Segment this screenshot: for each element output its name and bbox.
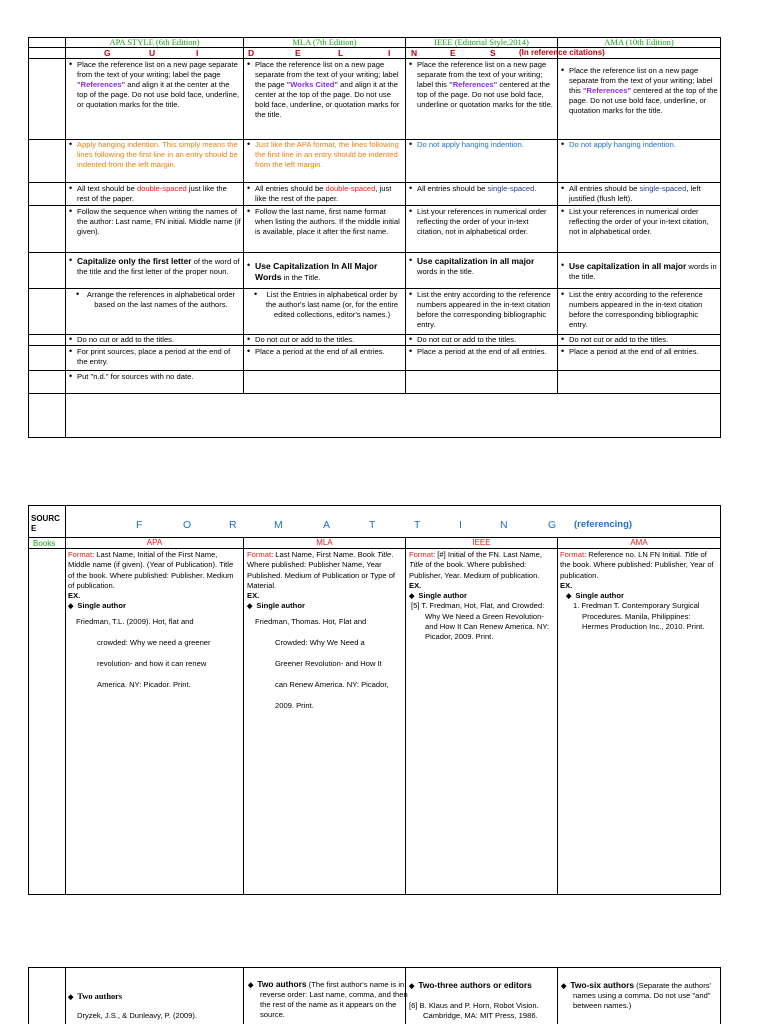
guidelines-letter: N [411, 48, 418, 58]
ieee-rule-order: • List your references in numerical order reflecting the order of your in-text citation, not in alphabetical order. [407, 207, 555, 238]
apa-rule-titles: • Do no cut or add to the titles. [67, 335, 241, 346]
ama-rule-spacing: • All entries should be single-spaced, left justified (flush left). [559, 184, 718, 205]
ieee-rule-titles: • Do not cut or add to the titles. [407, 335, 555, 346]
formatting-letter: M [274, 519, 283, 531]
ieee-rule-capitalization: • Use capitalization in all major words in the title. [407, 256, 555, 278]
formatting-letter: I [459, 519, 462, 531]
guidelines-letter: G [104, 48, 111, 58]
formatting-letter: F [136, 519, 143, 531]
ama-books-format: Format: Reference no. LN FN Initial. Title of the book. Where published: Publisher, Year of publication. EX. ◆ Single author 1. Fredman T. Contemporary Surgical Procedures. Manila, Philippines: Hermes Production Inc., 2010. Print. [560, 550, 718, 632]
formatting-letter: T [414, 519, 421, 531]
mla-rule-capitalization: • Use Capitalization In All Major Words in the Title. [245, 261, 403, 285]
ama-rule-arrangement: • List the entry according to the reference numbers appeared in the in-text citation before the corresponding bibliographic entry. [559, 290, 718, 331]
mla-rule-reference-page: • Place the reference list on a new page separate from the text of your writing; label the page "Works Cited" and align it at the center at the top of the page. Do not use bold face, underline, or quotation marks for the title. [245, 60, 403, 121]
ieee-rule-hanging-indention: • Do not apply hanging indention. [407, 140, 555, 151]
formatting-letter: A [323, 519, 331, 531]
ieee-col-header: IEEE [472, 538, 491, 547]
apa-books-example: Friedman, T.L. (2009). Hot, flat and crowded: Why we need a greener revolution- and how it can renew America. NY: Picador. Print. [76, 617, 211, 690]
mla-rule-spacing: • All entries should be double-spaced, just like the rest of the paper. [245, 184, 403, 205]
mla-rule-titles: • Do not cut or add to the titles. [245, 335, 403, 346]
apa-rule-author-names: • Follow the sequence when writing the names of the author: Last name, FN initial. Middle name (if given). [67, 207, 241, 238]
mla-rule-period: • Place a period at the end of all entries. [245, 347, 395, 358]
mla-books-example: Friedman, Thomas. Hot, Flat and Crowded: Why We Need a Greener Revolution- and How It can Renew America. NY: Picador, 2009. Print. [255, 617, 389, 711]
ama-rule-period: • Place a period at the end of all entries. [559, 347, 709, 358]
apa-two-authors: ◆ Two authors Dryzek, J.S., & Dunleavy, P. (2009). [68, 991, 241, 1021]
guidelines-letter: I [388, 48, 391, 58]
apa-rule-no-date: • Put "n.d." for sources with no date. [67, 372, 241, 383]
ieee-books-format: Format: [#] Initial of the FN. Last Name, Title of the book. Where published: Publisher, Year. Medium of publication. EX. ◆ Single author [5] T. Fredman, Hot, Flat, and Crowded: Why We Need a Green Revolution- and How It Can Renew America. NY: Picador, 2009. Print. [409, 550, 555, 642]
guidelines-note: (In reference citations) [519, 48, 605, 57]
referencing-label: (referencing) [574, 519, 633, 530]
ieee-rule-period: • Place a period at the end of all entries. [407, 347, 547, 358]
ama-two-authors: ◆ Two-six authors (Separate the authors' names using a comma. Do not use "and" between names.) [561, 980, 730, 1011]
ama-col-header: AMA [630, 538, 648, 547]
guidelines-letter: S [490, 48, 496, 58]
apa-col-header: APA [146, 538, 163, 547]
guidelines-letter: E [450, 48, 456, 58]
ama-rule-hanging-indention: • Do not apply hanging indention. [559, 140, 718, 151]
formatting-letter: G [548, 519, 557, 531]
apa-rule-hanging-indention: • Apply hanging indention. This simply means the lines following the first line in an entry should be indented from the left margin. [67, 140, 241, 171]
formatting-letter: T [369, 519, 376, 531]
mla-col-header: MLA [316, 538, 333, 547]
mla-rule-author-names: • Follow the last name, first name format when listing the authors. If the middle initial is available, place it after the first name. [245, 207, 403, 238]
ieee-two-authors: ◆ Two-three authors or editors [6] B. Klaus and P. Horn, Robot Vision. Cambridge, MA: MIT Press, 1986. [409, 980, 555, 1021]
mla-rule-arrangement: • List the Entries in alphabetical order by the author's last name (or, for the entire edited collections, editor's names.) [252, 290, 402, 321]
ama-header: AMA (10th Edition) [604, 37, 674, 47]
ieee-rule-reference-page: • Place the reference list on a new page separate from the text of your writing; label this "References" centered at the top of the page. Do not use bold face, underline or quotation marks for the title. [407, 60, 555, 111]
guidelines-letter: E [295, 48, 301, 58]
guidelines-letter: U [149, 48, 156, 58]
apa-rule-period: • For print sources, place a period at the end of the entry. [67, 347, 241, 368]
ama-rule-capitalization: • Use capitalization in all major words in the title. [559, 261, 718, 283]
apa-rule-reference-page: • Place the reference list on a new page separate from the text of your writing; label the page "References" and align it at the center at the top of the page. Do not use bold face, underline, or quotation marks for the title. [67, 60, 241, 111]
mla-books-format: Format: Last Name, First Name. Book Title. Where published: Publisher Name, Year Published. Medium of Publication or Type of Material. EX. ◆ Single author [247, 550, 403, 612]
ieee-header: IEEE (Editorial Style,2014) [434, 37, 529, 47]
apa-rule-spacing: • All text should be double-spaced just like the rest of the paper. [67, 184, 241, 205]
guidelines-letter: L [338, 48, 344, 58]
ama-rule-reference-page: • Place the reference list on a new page separate from the text of your writing; label this "References" centered at the top of the page. Do not use bold face, underline, or quotation marks for the title. [559, 66, 718, 117]
apa-rule-capitalization: • Capitalize only the first letter of the word of the title and the first letter of the proper noun. [67, 256, 241, 278]
guidelines-letter: I [196, 48, 199, 58]
apa-header: APA STYLE (6th Edition) [109, 37, 200, 47]
ama-rule-titles: • Do not cut or add to the titles. [559, 335, 718, 346]
mla-two-authors: ◆ Two authors (The first author's name is in reverse order: Last name, comma, and then the rest of the name as it appears on the source. [248, 979, 415, 1020]
mla-rule-hanging-indention: • Just like the APA format, the lines following the first line in an entry should be indented from the left margin. [245, 140, 403, 171]
formatting-letter: R [229, 519, 237, 531]
ama-rule-order: • List your references in numerical order reflecting the order of your in-text citation, not in alphabetical order. [559, 207, 718, 238]
formatting-letter: N [500, 519, 508, 531]
mla-header: MLA (7th Edition) [292, 37, 357, 47]
guidelines-letter: D [248, 48, 255, 58]
source-label: SOURCE [31, 514, 60, 533]
books-label: Books [33, 539, 56, 548]
formatting-letter: O [183, 519, 192, 531]
apa-books-format: Format: Last Name, Initial of the First Name, Middle name (if given). (Year of Publication). Title of the book. Where published: Publisher. Medium of publication. EX. ◆ Single author [68, 550, 241, 612]
apa-rule-arrangement: • Arrange the references in alphabetical order based on the last names of the authors. [74, 290, 238, 311]
ieee-rule-spacing: • All entries should be single-spaced. [407, 184, 537, 195]
ieee-rule-arrangement: • List the entry according to the reference numbers appeared in the in-text citation before the corresponding bibliographic entry. [407, 290, 555, 331]
